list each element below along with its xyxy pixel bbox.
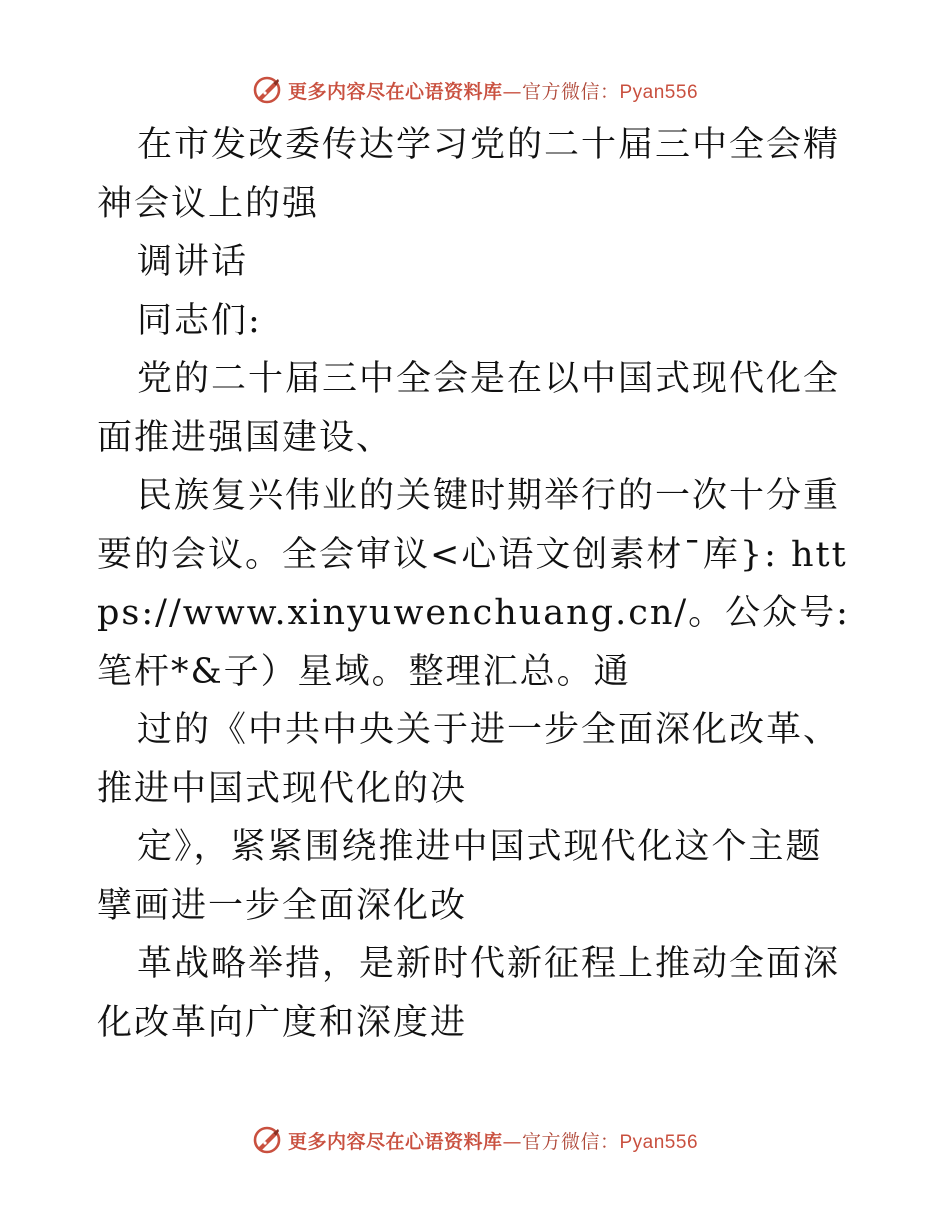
pen-nib-logo-icon bbox=[252, 75, 282, 105]
banner-text bbox=[288, 77, 698, 104]
banner-label: 更多内容尽在心语资料库 bbox=[287, 80, 503, 103]
banner-text bbox=[288, 1127, 698, 1154]
document-body bbox=[97, 116, 857, 1052]
paragraph-title-cont: 调讲话 bbox=[137, 242, 249, 282]
banner-dash: — bbox=[502, 1130, 522, 1153]
banner-official: 官方微信： bbox=[521, 1130, 620, 1153]
banner-label: 更多内容尽在心语资料库 bbox=[287, 1130, 503, 1153]
banner-dash: — bbox=[502, 80, 522, 103]
banner-account: Pyan556 bbox=[619, 1131, 699, 1153]
header-watermark-banner bbox=[0, 70, 950, 110]
paragraph-body-4: 定》，紧紧围绕推进中国式现代化这个主题擘画进一步全面深化改 bbox=[97, 827, 823, 926]
paragraph-body-1: 党的二十届三中全会是在以中国式现代化全面推进强国建设、 bbox=[97, 359, 841, 458]
footer-watermark-banner bbox=[0, 1120, 950, 1160]
paragraph-body-2: 民族复兴伟业的关键时期举行的一次十分重要的会议。全会审议<心语文创素材¯库}: https://www.xinyuwenchuang.cn/。公众号: 笔杆*&子）星域。整理汇总。通 bbox=[97, 476, 850, 692]
paragraph-body-3: 过的《中共中央关于进一步全面深化改革、推进中国式现代化的决 bbox=[97, 710, 841, 809]
banner-account: Pyan556 bbox=[619, 81, 699, 103]
pen-nib-logo-icon bbox=[252, 1125, 282, 1155]
banner-official: 官方微信： bbox=[521, 80, 620, 103]
paragraph-title: 在市发改委传达学习党的二十届三中全会精神会议上的强 bbox=[97, 125, 841, 224]
paragraph-salutation: 同志们: bbox=[137, 300, 262, 341]
paragraph-body-5: 革战略举措，是新时代新征程上推动全面深化改革向广度和深度进 bbox=[97, 944, 841, 1043]
